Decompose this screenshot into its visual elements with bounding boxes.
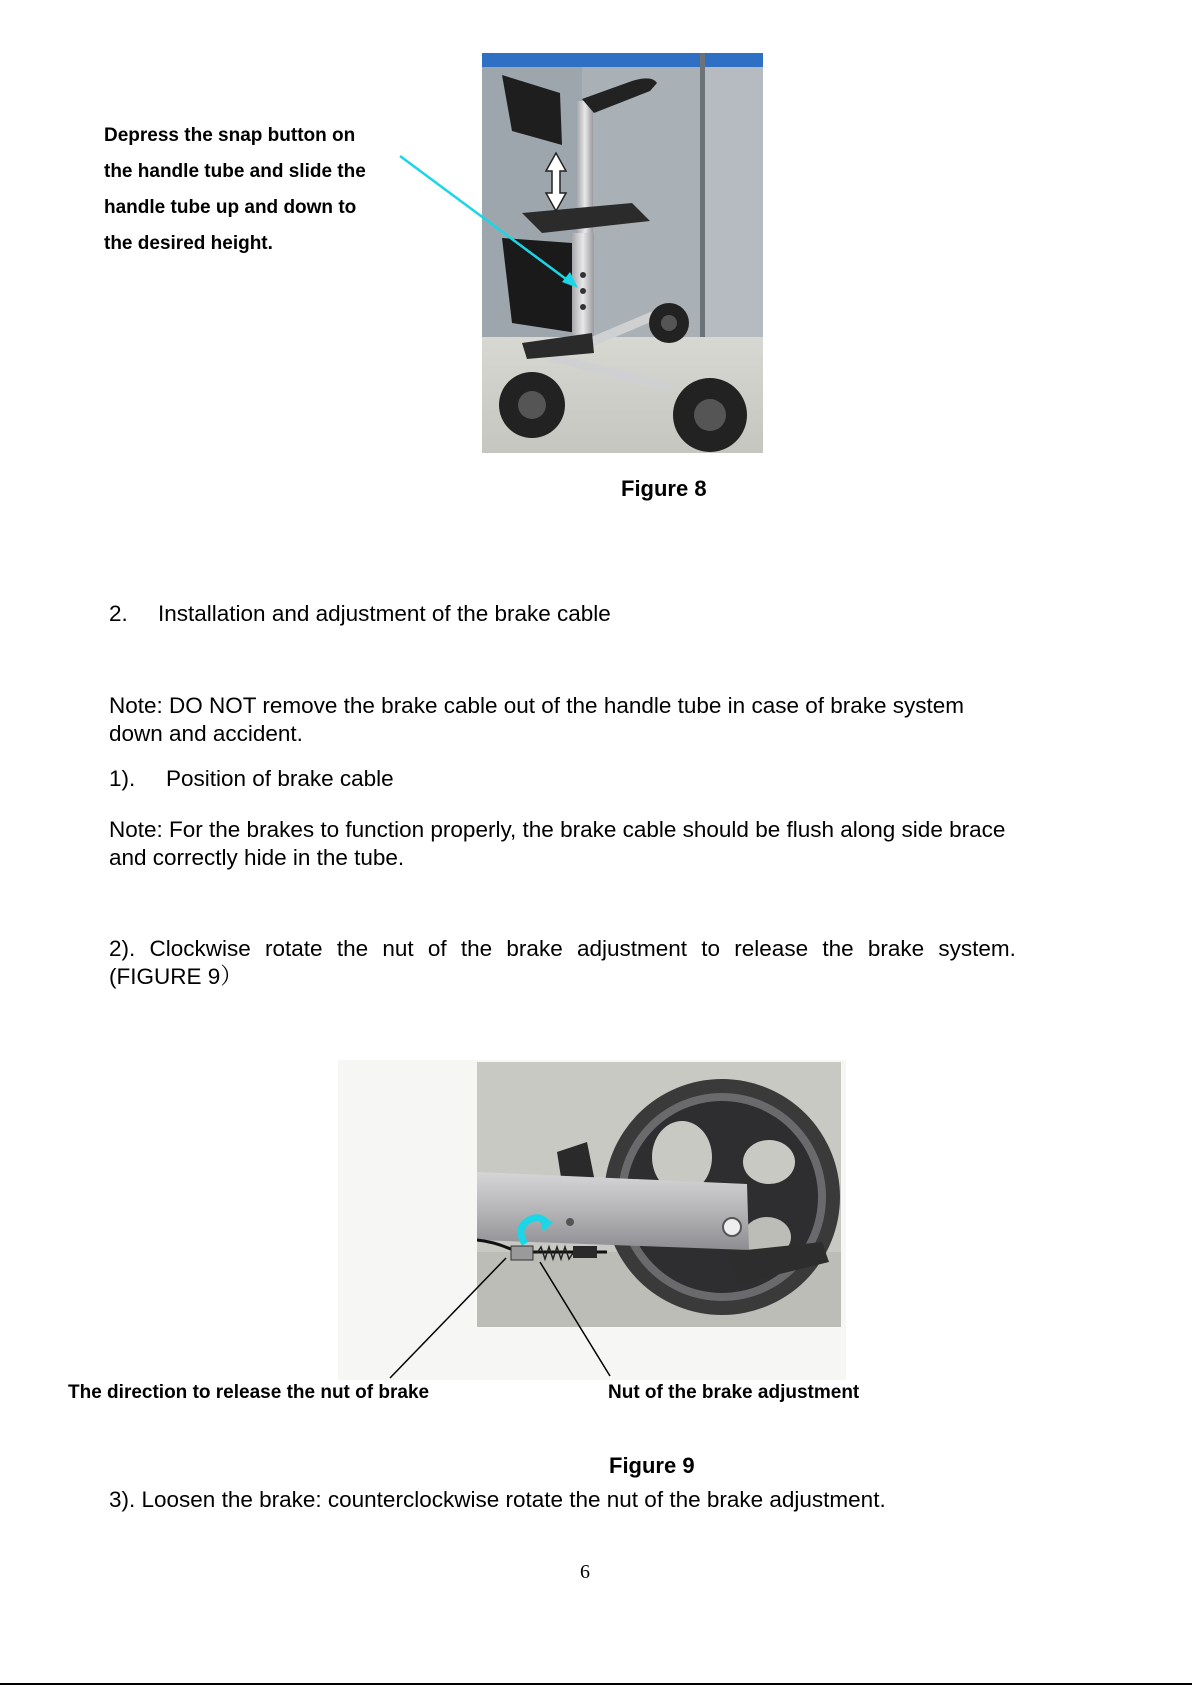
figure8-callout [104,118,404,262]
figure8-caption: Figure 8 [621,476,707,501]
figure9-caption: Figure 9 [609,1453,695,1478]
page-number: 6 [580,1561,590,1583]
step1-note [109,816,1089,872]
step1-note-line: and correctly hide in the tube. [109,845,405,870]
note-line: down and accident. [109,721,303,746]
section-number: 2. [109,601,128,626]
step2-line: 2). Clockwise rotate the nut of the brake adjustment to release the brake system. [109,936,1016,961]
step1-title: Position of brake cable [166,766,394,791]
figure8-leader-arrow [398,154,588,294]
figure9-leader-lines [380,1250,620,1380]
step2-line: (FIGURE 9） [109,964,243,989]
section-heading: Installation and adjustment of the brake cable [158,601,611,626]
note-paragraph [109,692,1089,748]
callout-line: the handle tube and slide the [104,161,366,182]
step2-paragraph [109,935,1065,991]
callout-line: Depress the snap button on [104,125,356,146]
callout-line: handle tube up and down to [104,197,357,218]
step1-note-line: Note: For the brakes to function properly, the brake cable should be flush along side brace [109,817,1006,842]
note-line: Note: DO NOT remove the brake cable out of the handle tube in case of brake system [109,693,965,718]
step1-number: 1). [109,766,136,791]
step3-paragraph: 3). Loosen the brake: counterclockwise rotate the nut of the brake adjustment. [109,1487,886,1512]
figure9-label-nut: Nut of the brake adjustment [608,1382,860,1403]
callout-line: the desired height. [104,233,273,254]
figure9-label-direction: The direction to release the nut of brake [68,1382,430,1403]
